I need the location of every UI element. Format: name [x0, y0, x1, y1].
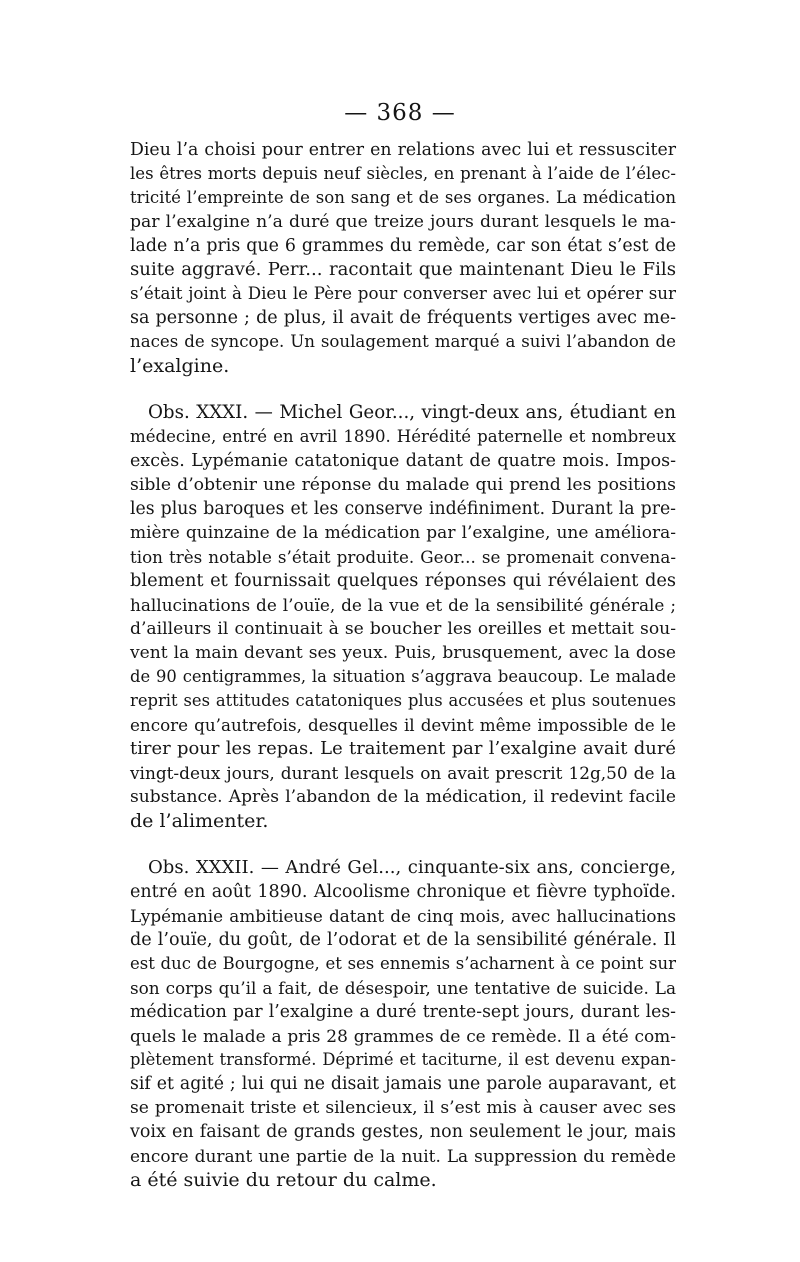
text-line: encore durant une partie de la nuit. La suppression du remède [130, 1146, 676, 1166]
text-line: de l’alimenter. [130, 810, 269, 832]
text-line: tricité l’empreinte de son sang et de ses organes. La médication [130, 188, 676, 207]
text-line: naces de syncope. Un soulagement marqué a suivi l’abandon de [130, 332, 676, 351]
text-line: sif et agité ; lui qui ne disait jamais une parole auparavant, et [130, 1074, 676, 1094]
text-line: encore qu’autrefois, desquelles il devint même impossible de le [130, 715, 676, 735]
text-line: Obs. XXXII. — André Gel..., cinquante-six ans, concierge, [148, 857, 676, 878]
text-line: Dieu l’a choisi pour entrer en relations avec lui et ressusciter [130, 140, 676, 160]
text-line: vent la main devant ses yeux. Puis, brusquement, avec la dose [130, 643, 676, 663]
text-line: sible d’obtenir une réponse du malade qui prend les positions [130, 475, 676, 495]
text-line: blement et fournissait quelques réponses qui révélaient des [130, 570, 676, 591]
text-line: de l’ouïe, du goût, de l’odorat et de la sensibilité générale. Il [130, 930, 676, 950]
text-line: substance. Après l’abandon de la médication, il redevint facile [130, 787, 676, 807]
text-line: reprit ses attitudes catatoniques plus accusées et plus soutenues [130, 691, 676, 710]
paragraph-obs-31 [130, 401, 676, 833]
text-line: tirer pour les repas. Le traitement par l’exalgine avait duré [130, 738, 676, 759]
text-line: l’exalgine. [130, 355, 230, 377]
text-line: par l’exalgine n’a duré que treize jours durant lesquels le ma- [130, 212, 676, 232]
text-line: lade n’a pris que 6 grammes du remède, car son état s’est de [130, 236, 676, 256]
text-line: de 90 centigrammes, la situation s’aggrava beaucoup. Le malade [130, 667, 676, 686]
text-line: Obs. XXXI. — Michel Geor..., vingt-deux ans, étudiant en [148, 402, 676, 423]
text-line: se promenait triste et silencieux, il s’est mis à causer avec ses [130, 1098, 676, 1118]
text-line: les êtres morts depuis neuf siècles, en prenant à l’aide de l’élec- [130, 164, 676, 183]
text-line: suite aggravé. Perr... racontait que maintenant Dieu le Fils [130, 259, 676, 280]
text-line: excès. Lypémanie catatonique datant de quatre mois. Impos- [130, 451, 676, 471]
paragraph-gap [130, 833, 676, 856]
text-line: s’était joint à Dieu le Père pour converser avec lui et opérer sur [130, 284, 676, 303]
text-line: est duc de Bourgogne, et ses ennemis s’acharnent à ce point sur [130, 954, 676, 973]
text-line: Lypémanie ambitieuse datant de cinq mois, avec hallucinations [130, 906, 676, 926]
text-line: les plus baroques et les conserve indéfiniment. Durant la pre- [130, 499, 676, 519]
text-line: a été suivie du retour du calme. [130, 1169, 437, 1191]
text-line: vingt-deux jours, durant lesquels on avait prescrit 12g,50 de la [130, 763, 676, 783]
text-line: entré en août 1890. Alcoolisme chronique et fièvre typhoïde. [130, 882, 676, 902]
paragraph-continuation [130, 138, 676, 378]
text-line: plètement transformé. Déprimé et taciturne, il est devenu expan- [130, 1050, 676, 1069]
text-line: tion très notable s’était produite. Geor... se promenait convena- [130, 547, 676, 567]
page-number: — 368 — [344, 100, 456, 126]
text-line: quels le malade a pris 28 grammes de ce remède. Il a été com- [130, 1026, 676, 1046]
text-line: hallucinations de l’ouïe, de la vue et de la sensibilité générale ; [130, 595, 676, 615]
text-line: son corps qu’il a fait, de désespoir, une tentative de suicide. La [130, 978, 676, 998]
paragraph-gap [130, 378, 676, 401]
text-line: médication par l’exalgine a duré trente-sept jours, durant les- [130, 1002, 676, 1022]
text-line: voix en faisant de grands gestes, non seulement le jour, mais [130, 1122, 676, 1142]
paragraph-obs-32 [130, 856, 676, 1192]
page-body [130, 138, 676, 1192]
text-line: sa personne ; de plus, il avait de fréquents vertiges avec me- [130, 308, 676, 328]
text-line: d’ailleurs il continuait à se boucher les oreilles et mettait sou- [130, 619, 676, 639]
text-line: médecine, entré en avril 1890. Hérédité paternelle et nombreux [130, 427, 676, 446]
text-line: mière quinzaine de la médication par l’exalgine, une améliora- [130, 523, 676, 543]
